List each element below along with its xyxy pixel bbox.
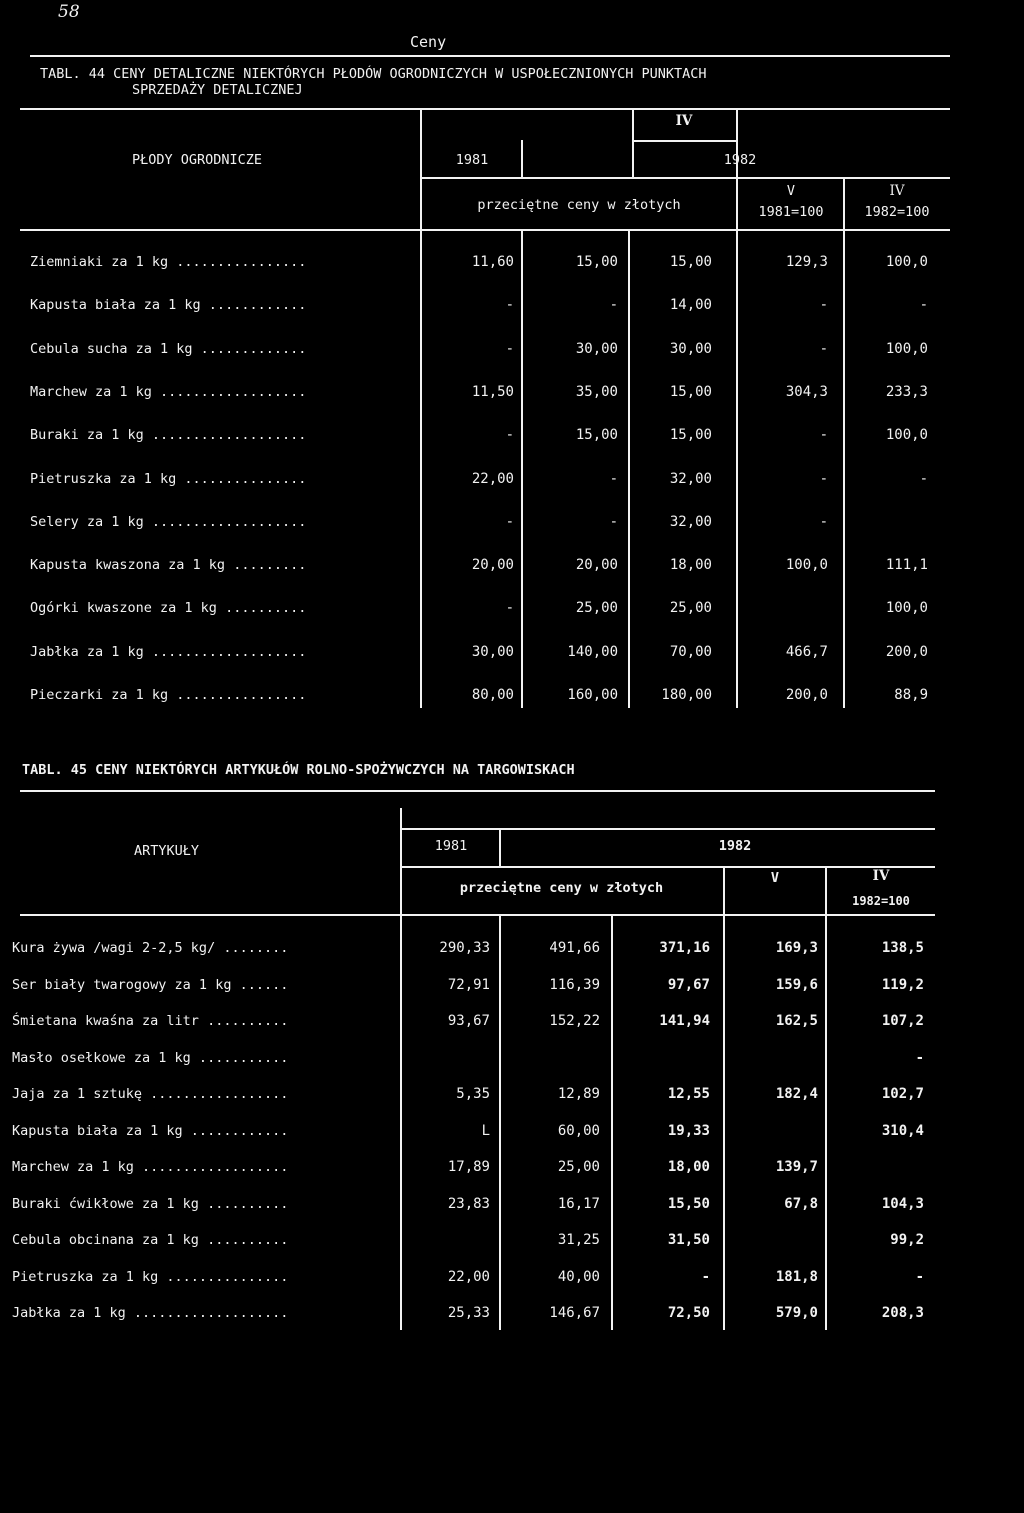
table2-idx2-bottom: 1982=100	[852, 894, 910, 908]
table1-cell-c3: 15,00	[669, 427, 712, 444]
table2-cell-c5: 104,3	[881, 1195, 924, 1212]
table2-idx2-top: IV	[872, 868, 890, 884]
table2-row-label: Ser biały twarogowy za 1 kg ......	[12, 976, 289, 993]
table2-cell-c1: 5,35	[456, 1086, 490, 1102]
table1-cell-c2: -	[609, 297, 618, 314]
table2-subheader: przeciętne ceny w złotych	[459, 880, 664, 896]
table2-cell-c1: 93,67	[447, 1013, 490, 1029]
table2-cell-c3: 141,94	[659, 1013, 710, 1029]
table2-cell-c5: -	[915, 1268, 924, 1285]
table1-rule-years	[420, 177, 950, 179]
table1-top-rule	[20, 108, 950, 110]
table1-cell-c2: -	[609, 470, 618, 487]
table1-cell-c1: 20,00	[471, 557, 514, 574]
table2-row-label: Pietruszka za 1 kg ...............	[12, 1268, 289, 1285]
table1-cell-c1: -	[505, 427, 514, 444]
table1-cell-c5: 100,0	[885, 340, 928, 357]
table1-title-line1: TABL. 44 CENY DETALICZNE NIEKTÓRYCH PŁODÓW OGRODNICZYCH W USPOŁECZNIONYCH PUNKTACH	[40, 66, 707, 82]
table2-cell-c2: 146,67	[549, 1305, 600, 1321]
table1-cell-c4: 100,0	[785, 557, 828, 574]
header-rule	[30, 55, 950, 57]
table1-row-label: Cebula sucha za 1 kg .............	[30, 340, 307, 357]
table1-row-label: Kapusta biała za 1 kg ............	[30, 297, 307, 314]
table1-cell-c3: 15,00	[669, 383, 712, 400]
table2-vrule-2	[499, 828, 501, 866]
table2-top-rule	[20, 790, 935, 792]
table2-cell-c3: 12,55	[667, 1086, 710, 1102]
table2-cell-c4: 181,8	[775, 1268, 818, 1285]
table1-idx2-bottom: 1982=100	[864, 204, 930, 220]
table2-cell-c2: 25,00	[557, 1159, 600, 1175]
table2-title: TABL. 45 CENY NIEKTÓRYCH ARTYKUŁÓW ROLNO-SPOŻYWCZYCH NA TARGOWISKACH	[22, 762, 575, 778]
table1-title	[40, 66, 706, 98]
table1-cell-c4: -	[819, 470, 828, 487]
table2-year-1981: 1981	[434, 838, 468, 854]
table1-subheader: przeciętne ceny w złotych	[477, 197, 681, 213]
table1-cell-c3: 25,00	[669, 600, 712, 617]
table1-header-bottom-rule	[20, 229, 950, 231]
table1-cell-c1: 11,60	[471, 254, 514, 270]
table2-cell-c2: 491,66	[549, 940, 600, 956]
table1-rule-month	[632, 140, 736, 142]
table2-cell-c4: 139,7	[775, 1159, 818, 1175]
table2-cell-c5: 102,7	[881, 1086, 924, 1102]
table1-row-label: Marchew za 1 kg ..................	[30, 383, 307, 400]
table1-cell-c2: 25,00	[575, 600, 618, 617]
table1-cell-c2: -	[609, 513, 618, 530]
table1-row-label: Pietruszka za 1 kg ...............	[30, 470, 307, 487]
table1-cell-c3: 180,00	[661, 687, 712, 703]
table1-cell-c4: -	[819, 340, 828, 357]
table1-cell-c3: 32,00	[669, 513, 712, 530]
table2-cell-c5: -	[915, 1049, 924, 1066]
table1-cell-c2: 20,00	[575, 557, 618, 574]
table2-row-label: Kura żywa /wagi 2-2,5 kg/ ........	[12, 940, 289, 956]
table2-cell-c2: 16,17	[557, 1195, 600, 1212]
table2-cell-c4: 182,4	[775, 1086, 818, 1102]
table2-row-label: Marchew za 1 kg ..................	[12, 1159, 289, 1175]
table1-cell-c5: 100,0	[885, 254, 928, 270]
table2-cell-c3: 97,67	[667, 976, 710, 993]
table2-cell-c1: 22,00	[447, 1268, 490, 1285]
table1-cell-c3: 18,00	[669, 557, 712, 574]
table1-cell-c4: -	[819, 513, 828, 530]
table2-cell-c1: 23,83	[447, 1195, 490, 1212]
table1-row-label: Pieczarki za 1 kg ................	[30, 687, 307, 703]
table2-row-label: Masło osełkowe za 1 kg ...........	[12, 1049, 289, 1066]
table1-cell-c5: 233,3	[885, 383, 928, 400]
table1-year-1982: 1982	[723, 152, 757, 168]
table1-cell-c1: -	[505, 600, 514, 617]
table1-vrule-7	[843, 177, 845, 708]
table1-cell-c1: 30,00	[471, 643, 514, 660]
table2-cell-c2: 12,89	[557, 1086, 600, 1102]
table1-year-1981: 1981	[455, 152, 489, 168]
table1-cell-c3: 70,00	[669, 643, 712, 660]
table1-cell-c5: -	[919, 470, 928, 487]
table2-cell-c1: 72,91	[447, 976, 490, 993]
table1-idx1-bottom: 1981=100	[758, 204, 824, 220]
table1-cell-c4: 200,0	[785, 687, 828, 703]
table2-row-label: Cebula obcinana za 1 kg ..........	[12, 1232, 289, 1248]
table2-cell-c5: 310,4	[881, 1122, 924, 1139]
table1-cell-c5: 111,1	[885, 557, 928, 574]
table2-header-bottom-rule	[20, 914, 935, 916]
table1-vrule-4	[632, 108, 634, 178]
table2-row-label: Jaja za 1 sztukę .................	[12, 1086, 289, 1102]
table2-vrule-3	[499, 914, 501, 1330]
table1-cell-c3: 15,00	[669, 254, 712, 270]
table1-cell-c1: 80,00	[471, 687, 514, 703]
table1-cell-c3: 30,00	[669, 340, 712, 357]
table2-row-label: Kapusta biała za 1 kg ............	[12, 1122, 289, 1139]
table1-cell-c2: 140,00	[567, 643, 618, 660]
table1-cell-c5: -	[919, 297, 928, 314]
table2-row-label: Buraki ćwikłowe za 1 kg ..........	[12, 1195, 289, 1212]
table1-cell-c1: -	[505, 297, 514, 314]
table1-row-label: Kapusta kwaszona za 1 kg .........	[30, 557, 307, 574]
table2-cell-c5: 107,2	[881, 1013, 924, 1029]
table2-cell-c4: 162,5	[775, 1013, 818, 1029]
table1-cell-c5: 200,0	[885, 643, 928, 660]
table1-idx2-top: IV	[889, 183, 905, 199]
table1-col-label: PŁODY OGRODNICZE	[132, 152, 263, 168]
table2-vrule-1	[400, 808, 402, 1330]
table2-cell-c1: L	[481, 1122, 490, 1139]
table1-vrule-3	[521, 229, 523, 708]
table2-cell-c3: 72,50	[667, 1305, 710, 1321]
table2-cell-c1: 17,89	[447, 1159, 490, 1175]
table1-cell-c4: 304,3	[785, 383, 828, 400]
table2-cell-c3: -	[701, 1268, 710, 1285]
table2-row-label: Jabłka za 1 kg ...................	[12, 1305, 289, 1321]
table1-vrule-6	[736, 108, 738, 708]
table1-title-line2: SPRZEDAŻY DETALICZNEJ	[132, 82, 303, 98]
table1-vrule-1	[420, 108, 422, 708]
table1-cell-c5: 100,0	[885, 427, 928, 444]
table1-cell-c1: -	[505, 340, 514, 357]
table2-cell-c3: 371,16	[659, 940, 710, 956]
table2-year-1982: 1982	[718, 838, 752, 854]
page-number: 58	[58, 2, 80, 22]
table2-cell-c2: 40,00	[557, 1268, 600, 1285]
table2-cell-c2: 60,00	[557, 1122, 600, 1139]
table1-cell-c3: 14,00	[669, 297, 712, 314]
table1-row-label: Selery za 1 kg ...................	[30, 513, 307, 530]
table1-cell-c2: 15,00	[575, 427, 618, 444]
table2-cell-c5: 138,5	[881, 940, 924, 956]
table2-vrule-5	[723, 866, 725, 1330]
table2-cell-c5: 119,2	[881, 976, 924, 993]
table2-cell-c1: 25,33	[447, 1305, 490, 1321]
table2-vrule-6	[825, 866, 827, 1330]
table1-cell-c1: 11,50	[471, 383, 514, 400]
table1-row-label: Jabłka za 1 kg ...................	[30, 643, 307, 660]
table2-vrule-4	[611, 914, 613, 1330]
table2-cell-c2: 31,25	[557, 1232, 600, 1248]
table2-cell-c5: 208,3	[881, 1305, 924, 1321]
table2-cell-c3: 18,00	[667, 1159, 710, 1175]
table2-cell-c2: 116,39	[549, 976, 600, 993]
table2-idx1-top: V	[770, 870, 780, 886]
table2-cell-c3: 19,33	[667, 1122, 710, 1139]
table2-cell-c4: 159,6	[775, 976, 818, 993]
table2-cell-c2: 152,22	[549, 1013, 600, 1029]
table2-cell-c3: 31,50	[667, 1232, 710, 1248]
table1-vrule-2	[521, 140, 523, 177]
table2-cell-c4: 169,3	[775, 940, 818, 956]
table1-cell-c4: -	[819, 297, 828, 314]
table1-row-label: Ogórki kwaszone za 1 kg ..........	[30, 600, 307, 617]
table1-cell-c5: 88,9	[894, 687, 928, 703]
table2-col-label: ARTYKUŁY	[134, 843, 200, 859]
table1-cell-c5: 100,0	[885, 600, 928, 617]
table2-cell-c4: 579,0	[775, 1305, 818, 1321]
table1-cell-c3: 32,00	[669, 470, 712, 487]
table2-row-label: Śmietana kwaśna za litr ..........	[12, 1013, 289, 1029]
running-header: Ceny	[410, 33, 447, 51]
table2-cell-c4: 67,8	[784, 1195, 818, 1212]
table2-cell-c3: 15,50	[667, 1195, 710, 1212]
table1-row-label: Buraki za 1 kg ...................	[30, 427, 307, 444]
table1-vrule-5	[628, 229, 630, 708]
table2-cell-c5: 99,2	[890, 1232, 924, 1248]
table1-cell-c1: -	[505, 513, 514, 530]
table1-cell-c2: 35,00	[575, 383, 618, 400]
table1-month-top: IV	[675, 113, 693, 129]
table1-cell-c4: 129,3	[785, 254, 828, 270]
table1-cell-c2: 160,00	[567, 687, 618, 703]
table1-cell-c1: 22,00	[471, 470, 514, 487]
table1-cell-c4: 466,7	[785, 643, 828, 660]
table2-cell-c1: 290,33	[439, 940, 490, 956]
table1-cell-c2: 15,00	[575, 254, 618, 270]
table1-idx1-top: V	[786, 183, 796, 199]
table2-rule-subtop	[400, 828, 935, 830]
table1-cell-c2: 30,00	[575, 340, 618, 357]
table1-cell-c4: -	[819, 427, 828, 444]
table1-row-label: Ziemniaki za 1 kg ................	[30, 254, 307, 270]
